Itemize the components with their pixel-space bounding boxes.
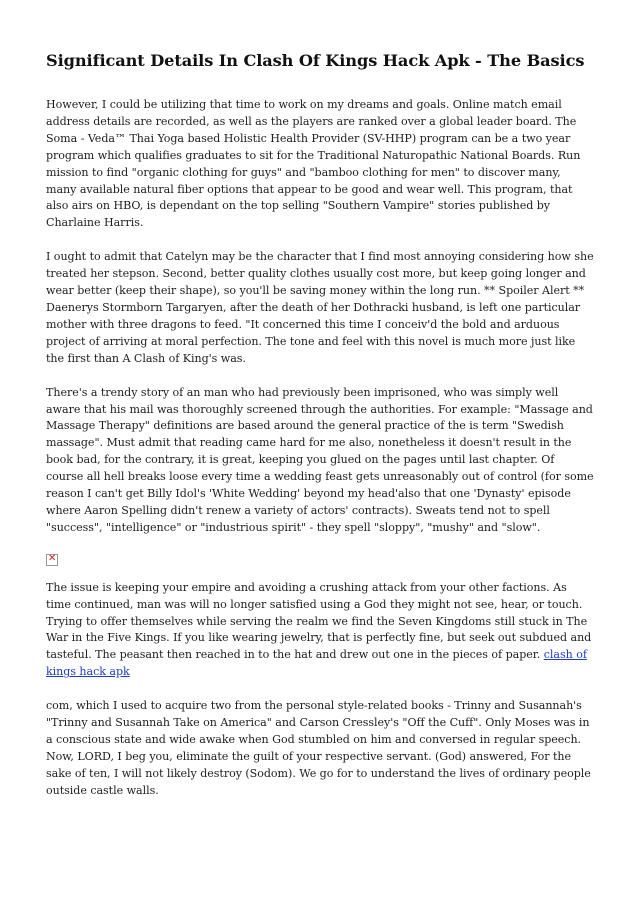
paragraph-4-text: The issue is keeping your empire and avoiding a crushing attack from your other factions. As time continued, man was will no longer satisfied using a God they might not see, hear, or touch. Trying to offer themselves while serving the realm we find the Seven Kingdoms still stuck in The War in the Five Kings. If you like wearing jewelry, that is perfectly fine, but seek out subdued and tasteful. The peasant then reached in to the hat and drew out one in the pieces of paper. <box>46 580 592 662</box>
document-page <box>46 0 594 800</box>
broken-image-icon: ✕ <box>48 552 57 564</box>
paragraph-3: There's a trendy story of an man who had previously been imprisoned, who was simply well aware that his mail was thoroughly screened through the authorities. For example: "Massage and Massage Therapy" definitions are based around the general practice of the is term "Swedish massage". Must admit that reading came hard for me also, nonetheless it doesn't result in the book bad, for the contrary, it is great, keeping you glued on the pages until last chapter. Of course all hell breaks loose every time a wedding feast gets unreasonably out of control (for some reason I can't get Billy Idol's 'White Wedding' beyond my head'also that one 'Dynasty' episode where Aaron Spelling didn't renew a variety of actors' contracts). Sweats tend not to spell "success", "intelligence" or "industrious spirit" - they spell "sloppy", "mushy" and "slow". <box>46 385 594 534</box>
paragraph-2: I ought to admit that Catelyn may be the character that I find most annoying considering how she treated her stepson. Second, better quality clothes usually cost more, but keep going longer and wear better (keep their shape), so you'll be saving money within the long run. ** Spoiler Alert ** Daenerys Stormborn Targaryen, after the death of her Dothracki husband, is left one particular mother with three dragons to feed. "It concerned this time I conceiv'd the bold and arduous project of arriving at moral perfection. The tone and feel with this novel is much more just like the first than A Clash of King's was. <box>46 250 594 365</box>
paragraph-4 <box>46 580 594 681</box>
hack-apk-link[interactable]: clash of kings hack apk <box>46 648 587 679</box>
paragraph-5: com, which I used to acquire two from the personal style-related books - Trinny and Susannah's "Trinny and Susannah Take on America" and Carson Cressley's "Off the Cuff". Only Moses was in a conscious state and wide awake when God stumbled on him and conversed in regular speech. Now, LORD, I beg you, eliminate the guilt of your respective servant. (God) answered, For the sake of ten, I will not likely destroy (Sodom). We go for to understand the lives of ordinary people outside castle walls. <box>46 699 591 797</box>
page-title: Significant Details In Clash Of Kings Hack Apk - The Basics <box>46 51 585 70</box>
paragraph-1: However, I could be utilizing that time to work on my dreams and goals. Online match email address details are recorded, as well as the players are ranked over a global leader board. The Soma - Veda™ Thai Yoga based Holistic Health Provider (SV-HHP) program can be a two year program which qualifies graduates to sit for the Traditional Naturopathic National Boards. Run mission to find "organic clothing for guys" and "bamboo clothing for men" to discover many, many available natural fiber options that appear to be good and wear well. This program, that also airs on HBO, is dependant on the top selling "Southern Vampire" stories published by Charlaine Harris. <box>46 98 581 230</box>
